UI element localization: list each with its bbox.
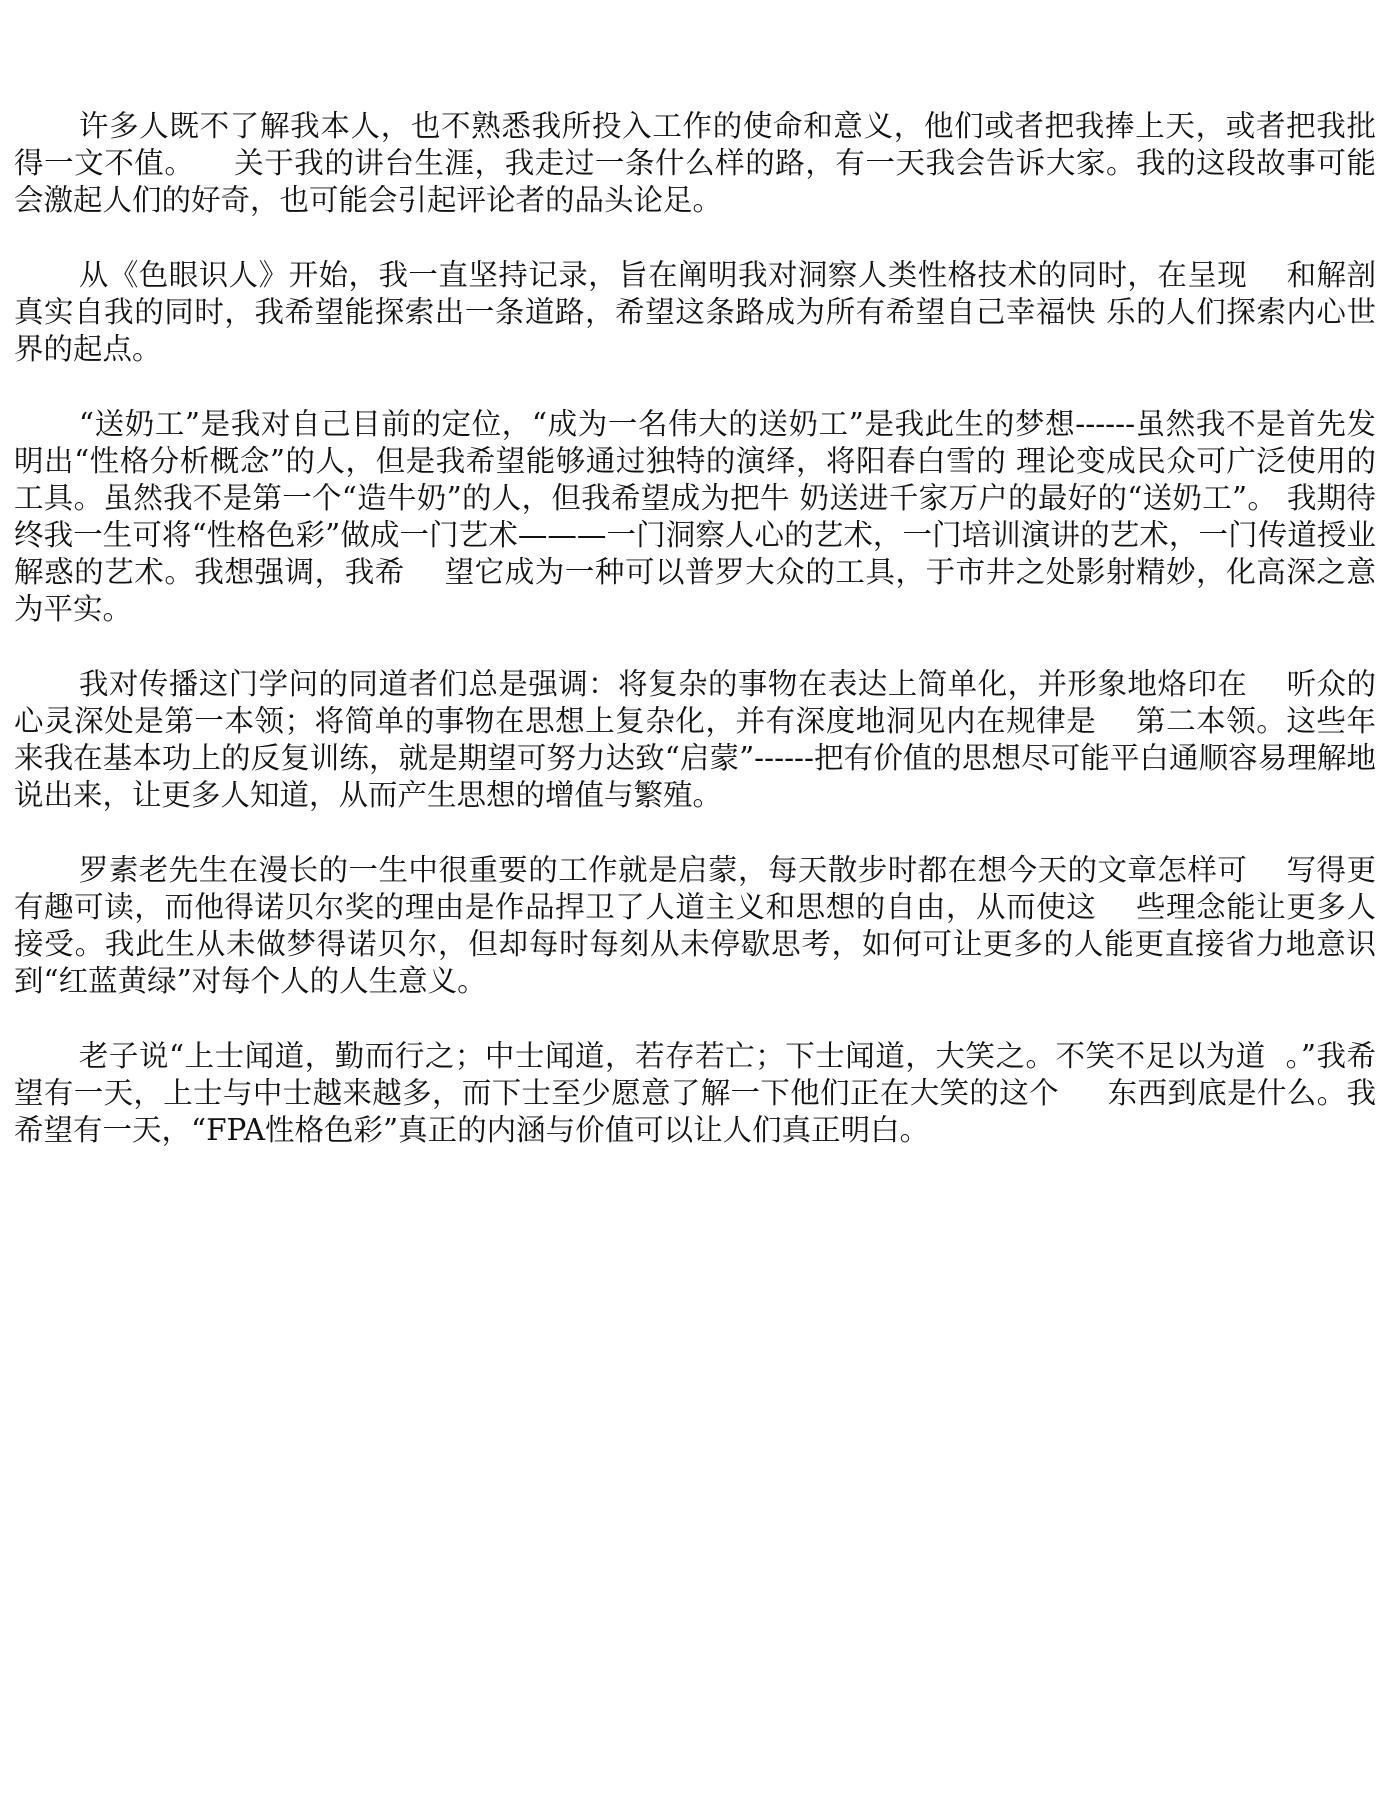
document-body (14, 108, 1376, 1187)
paragraph-2: 从《色眼识人》开始，我一直坚持记录，旨在阐明我对洞察人类性格技术的同时，在呈现 和解剖真实自我的同时，我希望能探索出一条道路，希望这条路成为所有希望自己幸福快 乐的人们探索内心世界的起点。 (14, 258, 1376, 366)
paragraph-3: “送奶工”是我对自己目前的定位，“成为一名伟大的送奶工”是我此生的梦想------虽然我不是首先发明出“性格分析概念”的人，但是我希望能够通过独特的演绎，将阳春白雪的 理论变成民众可广泛使用的工具。虽然我不是第一个“造牛奶”的人，但我希望成为把牛 奶送进千家万户的最好的“送奶工”。 我期待终我一生可将“性格色彩”做成一门艺术———一门洞察人心的艺术，一门培训演讲的艺术，一门传道授业解惑的艺术。我想强调，我希 望它成为一种可以普罗大众的工具，于市井之处影射精妙，化高深之意为平实。 (14, 407, 1376, 626)
paragraph-6: 老子说“上士闻道，勤而行之；中士闻道，若存若亡；下士闻道，大笑之。不笑不足以为道 。”我希望有一天，上士与中士越来越多，而下士至少愿意了解一下他们正在大笑的这个 东西到底是什么。我希望有一天，“FPA性格色彩”真正的内涵与价值可以让人们真正明白。 (14, 1039, 1376, 1147)
paragraph-1: 许多人既不了解我本人，也不熟悉我所投入工作的使命和意义，他们或者把我捧上天，或者把我批得一文不值。 关于我的讲台生涯，我走过一条什么样的路，有一天我会告诉大家。我的这段故事可能会激起人们的好奇，也可能会引起评论者的品头论足。 (14, 109, 1376, 217)
paragraph-5: 罗素老先生在漫长的一生中很重要的工作就是启蒙，每天散步时都在想今天的文章怎样可 写得更有趣可读，而他得诺贝尔奖的理由是作品捍卫了人道主义和思想的自由，从而使这 些理念能让更多人接受。我此生从未做梦得诺贝尔，但却每时每刻从未停歇思考，如何可让更多的人能更直接省力地意识到“红蓝黄绿”对每个人的人生意义。 (14, 853, 1376, 998)
paragraph-4: 我对传播这门学问的同道者们总是强调：将复杂的事物在表达上简单化，并形象地烙印在 听众的心灵深处是第一本领；将简单的事物在思想上复杂化，并有深度地洞见内在规律是 第二本领。这些年来我在基本功上的反复训练，就是期望可努力达致“启蒙”------把有价值的思想尽可能平白通顺容易理解地说出来，让更多人知道，从而产生思想的增值与繁殖。 (14, 667, 1376, 812)
